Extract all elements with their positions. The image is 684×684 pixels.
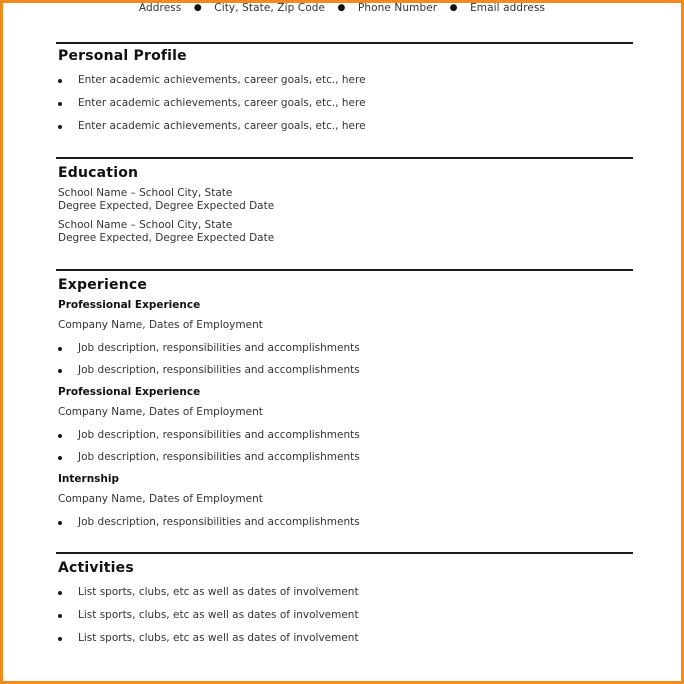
company-text: Company Name, Dates of Employment [58, 493, 263, 505]
section-heading-profile: Personal Profile [58, 48, 187, 64]
bullet-icon [58, 102, 62, 106]
section-rule [56, 157, 633, 159]
school-name: School Name – School City, State [58, 219, 233, 231]
job-title: Professional Experience [58, 299, 201, 311]
degree-text: Degree Expected, Degree Expected Date [58, 200, 275, 212]
section-heading-experience: Experience [58, 277, 148, 293]
city-state-zip-text: City, State, Zip Code [214, 2, 326, 14]
bullet-dot-icon: ● [449, 3, 458, 13]
company-text: Company Name, Dates of Employment [58, 406, 263, 418]
job-title: Internship [58, 473, 120, 485]
section-rule [56, 42, 633, 44]
bullet-icon [58, 434, 62, 438]
bullet-icon [58, 521, 62, 525]
section-rule [56, 552, 633, 554]
bullet-icon [58, 369, 62, 373]
school-name: School Name – School City, State [58, 187, 233, 199]
bullet-icon [58, 637, 62, 641]
address-text: Address [138, 2, 182, 14]
section-heading-education: Education [58, 165, 139, 181]
bullet-dot-icon: ● [193, 3, 202, 13]
page-frame: Address ● City, State, Zip Code ● Phone Number ● Email address Personal Profile Enter academic achievements, career goals, etc., here Enter academic achievements, career goals, etc., here Enter academic achievements, career goals, etc., here Education School Name – School City, State Degree Expected, Degree Expected Date School Name – School City, State Degree Expected, Degree Expected Date Experience Professional Experience Company Name, Dates of Employment Job description, responsibilities and accomplishments Job description, responsibilities and accomplishments Professional Experience Company Name, Dates of Employment Job description, responsibilities and accomplishments Job description, responsibilities and accomplishments Internship Company Name, Dates of Employment Job description, responsibilities and accomplishments Activities List sports, clubs, etc as well as dates of involvement List sports, clubs, etc as well as dates of involvement List sports, clubs, etc as well as dates of involvement [0, 0, 684, 684]
bullet-icon [58, 347, 62, 351]
bullet-icon [58, 79, 62, 83]
bullet-dot-icon: ● [337, 3, 346, 13]
section-rule [56, 269, 633, 271]
phone-text: Phone Number [357, 2, 438, 14]
job-title: Professional Experience [58, 386, 201, 398]
email-text: Email address [470, 2, 546, 14]
degree-text: Degree Expected, Degree Expected Date [58, 232, 275, 244]
bullet-icon [58, 456, 62, 460]
section-heading-activities: Activities [58, 560, 134, 576]
bullet-icon [58, 125, 62, 129]
bullet-icon [58, 614, 62, 618]
bullet-icon [58, 591, 62, 595]
contact-line [3, 2, 681, 14]
company-text: Company Name, Dates of Employment [58, 319, 263, 331]
